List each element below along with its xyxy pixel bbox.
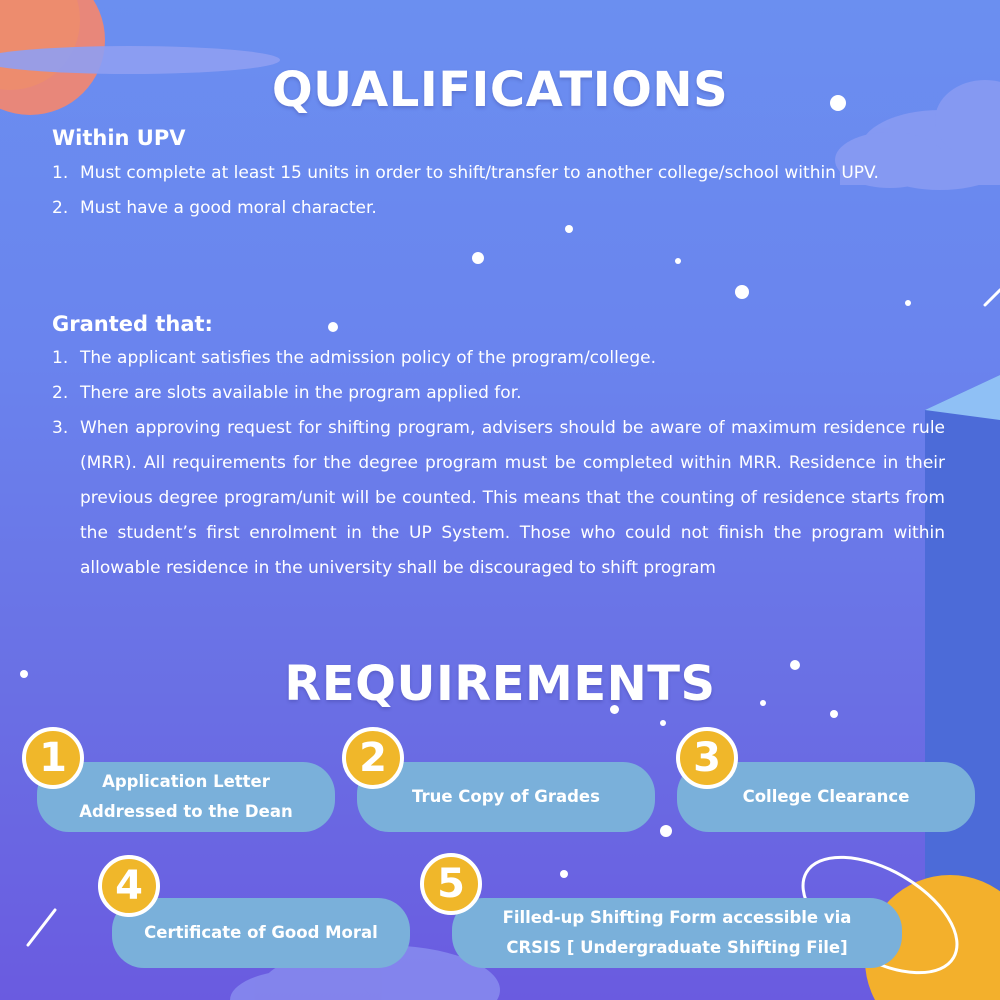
list-item: 1. Must complete at least 15 units in order to shift/transfer to another college/school within UPV. bbox=[52, 163, 879, 183]
star-dot-icon bbox=[735, 285, 749, 299]
requirement-number-badge: 3 bbox=[676, 727, 738, 789]
star-dot-icon bbox=[905, 300, 911, 306]
star-dot-icon bbox=[560, 870, 568, 878]
list-item-text: The applicant satisfies the admission policy of the program/college. bbox=[80, 348, 656, 368]
within-upv-heading: Within UPV bbox=[52, 126, 186, 150]
requirement-number-badge: 5 bbox=[420, 853, 482, 915]
requirement-label: Filled-up Shifting Form accessible via CRSIS [ Undergraduate Shifting File] bbox=[502, 908, 852, 957]
requirements-title: REQUIREMENTS bbox=[284, 656, 716, 712]
requirement-label: Application Letter Addressed to the Dean bbox=[79, 772, 293, 821]
requirement-number-badge: 2 bbox=[342, 727, 404, 789]
star-dot-icon bbox=[328, 322, 338, 332]
list-item: 3. When approving request for shifting program, advisers should be aware of maximum residence rule (MRR). All requirements for the degree program must be completed within MRR. Residence in their previous degree program/unit will be counted. This means that the counting of residence starts from the student’s first enrolment in the UP System. Those who could not finish the program within allowable residence in the university shall be discouraged to shift program bbox=[52, 418, 945, 578]
list-item: 1. The applicant satisfies the admission policy of the program/college. bbox=[52, 348, 656, 368]
requirement-number-badge: 4 bbox=[98, 855, 160, 917]
requirement-card-2 bbox=[357, 762, 655, 832]
star-dot-icon bbox=[675, 258, 681, 264]
requirement-label: Certificate of Good Moral bbox=[144, 923, 378, 942]
qualifications-title: QUALIFICATIONS bbox=[271, 62, 729, 118]
requirement-card-1 bbox=[37, 762, 335, 832]
requirement-label: College Clearance bbox=[742, 787, 910, 806]
requirement-label: True Copy of Grades bbox=[412, 787, 600, 806]
star-dot-icon bbox=[565, 225, 573, 233]
shooting-star-icon bbox=[985, 290, 1000, 305]
requirement-number-badge: 1 bbox=[22, 727, 84, 789]
list-item-text: Must have a good moral character. bbox=[80, 198, 377, 218]
requirement-card-5 bbox=[452, 898, 902, 968]
list-item-text: There are slots available in the program applied for. bbox=[80, 383, 522, 403]
list-item-text: Must complete at least 15 units in order to shift/transfer to another college/school within UPV. bbox=[80, 163, 879, 183]
star-dot-icon bbox=[660, 825, 672, 837]
list-item: 2. Must have a good moral character. bbox=[52, 198, 377, 218]
requirement-card-4 bbox=[112, 898, 410, 968]
star-dot-icon bbox=[660, 720, 666, 726]
granted-that-list bbox=[52, 341, 945, 586]
list-item-text: When approving request for shifting program, advisers should be aware of maximum residence rule (MRR). All requirements for the degree program must be completed within MRR. Residence in their previous degree program/unit will be counted. This means that the counting of residence starts from the student’s first enrolment in the UP System. Those who could not finish the program within allowable residence in the university shall be discouraged to shift program bbox=[80, 418, 945, 578]
granted-that-heading: Granted that: bbox=[52, 312, 213, 336]
within-upv-list bbox=[52, 156, 945, 226]
shooting-star-icon bbox=[28, 910, 55, 945]
star-dot-icon bbox=[472, 252, 484, 264]
list-item: 2. There are slots available in the program applied for. bbox=[52, 383, 522, 403]
